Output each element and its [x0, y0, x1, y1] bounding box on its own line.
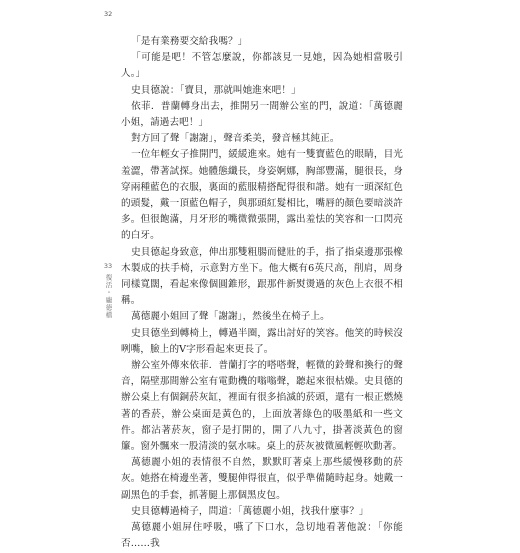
paragraph: 辦公室外傳來依菲．普蘭打字的嗒嗒聲，輕微的鈴聲和換行的聲音，隔壁那間辦公室有電動機的嗡嗡聲，聽起來很枯燥。史貝德的辦公桌上有個銅菸灰缸，裡面有很多掐滅的菸頭，還有一根正燃燒著的香菸，辦公桌面是黃色的，上面放著綠色的吸墨紙和一些文件。都沾著菸灰，窗子是打開的，開了八九寸，掛著淡黃色的窗簾。窗外飄來一股清淡的氨水味。桌上的菸灰被微風輕輕吹動著。	[121, 360, 403, 453]
paragraph: 萬德麗小姐的表情很不自然，默默盯著桌上那些緩慢移動的菸灰。她搭在椅邊坐著，雙腿伸得很直，似乎準備隨時起身。她戴一副黑色的手套，抓著腿上那個黑皮包。	[121, 457, 403, 501]
paragraph: 一位年輕女子推開門，緩緩進來。她有一雙寶藍色的眼睛，目光羞澀，帶著試探。她體態纖長，身姿婀娜，胸部豐滿，腿很長，身穿兩種藍色的衣服，裏面的藍服精搭配得很和諧。她有一頭深紅色的頭髮，戴一頂藍色帽子，與那頭紅髮相比，嘴唇的顏色要暗淡許多。但很飽滿，月牙形的嘴微微張開，露出羞怯的笑容和一口閃亮的白牙。	[121, 149, 403, 242]
paragraph: 史貝德說：「寶貝，那就叫她進來吧！」	[131, 84, 301, 96]
side-running-title: 復活・龐德檔	[104, 274, 113, 319]
paragraph: 「是有業務要交給我嗎？」	[131, 36, 248, 47]
paragraph: 史貝德轉過椅子，問道：「萬德麗小姐，找我什麼事？」	[131, 505, 369, 517]
paragraph: 對方回了聲「謝謝」，聲音柔美，發音極其純正。	[131, 133, 340, 145]
paragraph: 萬德麗小姐屏住呼吸，嚥了下口水，急切地看著他說：「你能否……我	[121, 522, 403, 550]
paragraph: 「可能是吧！不管怎麼說，你都該見一見她，因為她相當吸引人。」	[121, 52, 403, 80]
side-page-number: 33	[103, 262, 113, 270]
paragraph: 史貝德坐到轉椅上，轉過半圈，露出討好的笑容。他笑的時候沒咧嘴，臉上的V字形看起來更長了。	[121, 327, 403, 355]
body-text	[121, 34, 403, 553]
paragraph: 史貝德起身致意，伸出那雙粗腸而健壯的手，指了指桌邊那張橡木製成的扶手椅，示意對方坐下。他大概有6英尺高，削肩，周身同樣寬闊，看起來像個圓錐形，跟那件新熨燙過的灰色上衣很不相稱。	[121, 246, 403, 307]
page-number: 32	[104, 10, 113, 18]
side-running-header	[100, 262, 116, 319]
paragraph: 萬德麗小姐回了聲「謝謝」，然後坐在椅子上。	[131, 311, 330, 323]
paragraph: 依菲．普蘭轉身出去，推開另一間辦公室的門，說道：「萬德麗小姐，請過去吧！」	[121, 100, 403, 129]
